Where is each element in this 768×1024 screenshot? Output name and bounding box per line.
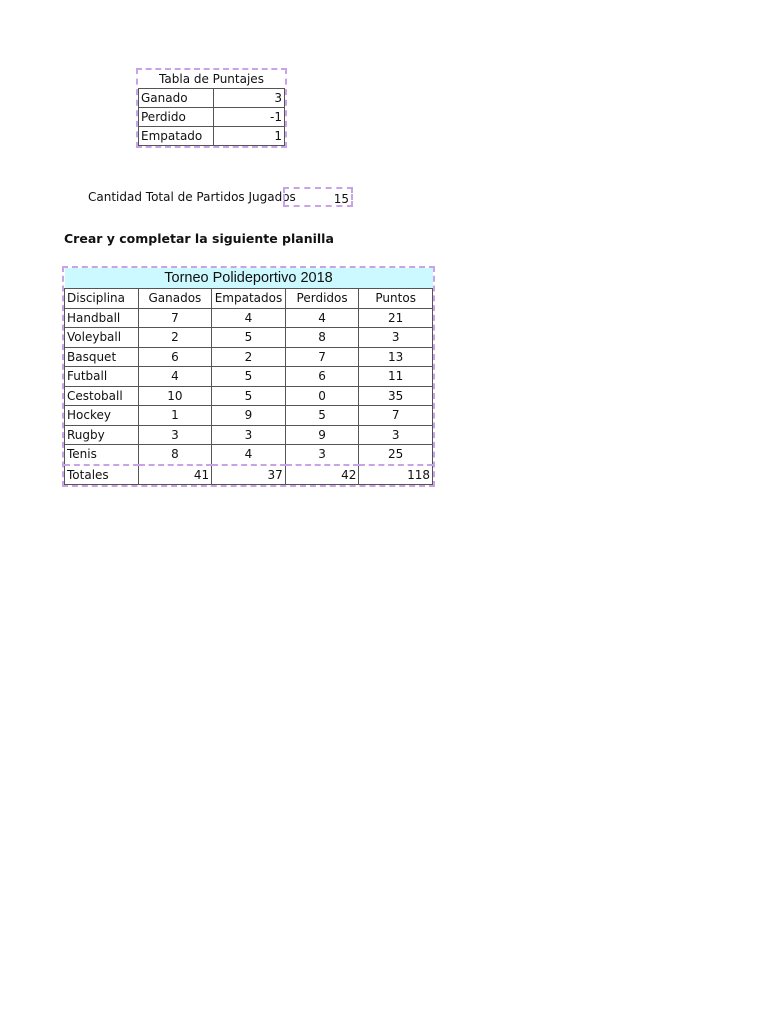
cantidad-label: Cantidad Total de Partidos Jugados <box>88 190 296 204</box>
puntos-cell[interactable]: 3 <box>359 328 433 348</box>
cantidad-value-cell[interactable]: 15 <box>283 187 353 207</box>
empatados-cell[interactable]: 4 <box>212 445 286 465</box>
perdidos-cell[interactable]: 3 <box>285 445 359 465</box>
disciplina-cell[interactable]: Futball <box>65 367 139 387</box>
puntos-cell[interactable]: 35 <box>359 386 433 406</box>
perdidos-cell[interactable]: 8 <box>285 328 359 348</box>
instruction-text: Crear y completar la siguiente planilla <box>64 231 334 246</box>
header-puntos[interactable]: Puntos <box>359 289 433 309</box>
puntajes-value[interactable]: 3 <box>214 89 285 108</box>
puntajes-label[interactable]: Ganado <box>139 89 214 108</box>
puntos-cell[interactable]: 13 <box>359 347 433 367</box>
table-row <box>65 308 433 328</box>
puntajes-label[interactable]: Perdido <box>139 108 214 127</box>
total-ganados[interactable]: 41 <box>138 465 212 485</box>
disciplina-cell[interactable]: Hockey <box>65 406 139 426</box>
puntajes-row <box>139 89 285 108</box>
perdidos-cell[interactable]: 0 <box>285 386 359 406</box>
disciplina-cell[interactable]: Handball <box>65 308 139 328</box>
header-disciplina[interactable]: Disciplina <box>65 289 139 309</box>
perdidos-cell[interactable]: 5 <box>285 406 359 426</box>
table-row <box>65 425 433 445</box>
perdidos-cell[interactable]: 4 <box>285 308 359 328</box>
table-row <box>65 406 433 426</box>
header-empatados[interactable]: Empatados <box>212 289 286 309</box>
table-row <box>65 328 433 348</box>
perdidos-cell[interactable]: 9 <box>285 425 359 445</box>
total-puntos[interactable]: 118 <box>359 465 433 485</box>
puntajes-table <box>136 68 287 148</box>
disciplina-cell[interactable]: Rugby <box>65 425 139 445</box>
puntajes-value[interactable]: -1 <box>214 108 285 127</box>
ganados-cell[interactable]: 3 <box>138 425 212 445</box>
puntos-cell[interactable]: 25 <box>359 445 433 465</box>
empatados-cell[interactable]: 9 <box>212 406 286 426</box>
table-row <box>65 445 433 465</box>
empatados-cell[interactable]: 3 <box>212 425 286 445</box>
puntajes-value[interactable]: 1 <box>214 127 285 146</box>
table-row <box>65 386 433 406</box>
perdidos-cell[interactable]: 6 <box>285 367 359 387</box>
ganados-cell[interactable]: 6 <box>138 347 212 367</box>
totals-row <box>65 465 433 485</box>
empatados-cell[interactable]: 2 <box>212 347 286 367</box>
ganados-cell[interactable]: 7 <box>138 308 212 328</box>
puntos-cell[interactable]: 11 <box>359 367 433 387</box>
empatados-cell[interactable]: 4 <box>212 308 286 328</box>
disciplina-cell[interactable]: Basquet <box>65 347 139 367</box>
header-ganados[interactable]: Ganados <box>138 289 212 309</box>
ganados-cell[interactable]: 10 <box>138 386 212 406</box>
header-row <box>65 289 433 309</box>
disciplina-cell[interactable]: Tenis <box>65 445 139 465</box>
torneo-table <box>62 266 435 487</box>
puntos-cell[interactable]: 7 <box>359 406 433 426</box>
ganados-cell[interactable]: 1 <box>138 406 212 426</box>
torneo-title: Torneo Polideportivo 2018 <box>65 268 433 289</box>
total-empatados[interactable]: 37 <box>212 465 286 485</box>
empatados-cell[interactable]: 5 <box>212 386 286 406</box>
puntajes-row <box>139 108 285 127</box>
empatados-cell[interactable]: 5 <box>212 328 286 348</box>
ganados-cell[interactable]: 2 <box>138 328 212 348</box>
puntajes-row <box>139 127 285 146</box>
perdidos-cell[interactable]: 7 <box>285 347 359 367</box>
puntos-cell[interactable]: 3 <box>359 425 433 445</box>
table-row <box>65 367 433 387</box>
ganados-cell[interactable]: 8 <box>138 445 212 465</box>
total-perdidos[interactable]: 42 <box>285 465 359 485</box>
puntos-cell[interactable]: 21 <box>359 308 433 328</box>
table-row <box>65 347 433 367</box>
disciplina-cell[interactable]: Cestoball <box>65 386 139 406</box>
puntajes-label[interactable]: Empatado <box>139 127 214 146</box>
totals-label[interactable]: Totales <box>65 465 139 485</box>
disciplina-cell[interactable]: Voleyball <box>65 328 139 348</box>
ganados-cell[interactable]: 4 <box>138 367 212 387</box>
header-perdidos[interactable]: Perdidos <box>285 289 359 309</box>
puntajes-title: Tabla de Puntajes <box>139 70 285 89</box>
empatados-cell[interactable]: 5 <box>212 367 286 387</box>
